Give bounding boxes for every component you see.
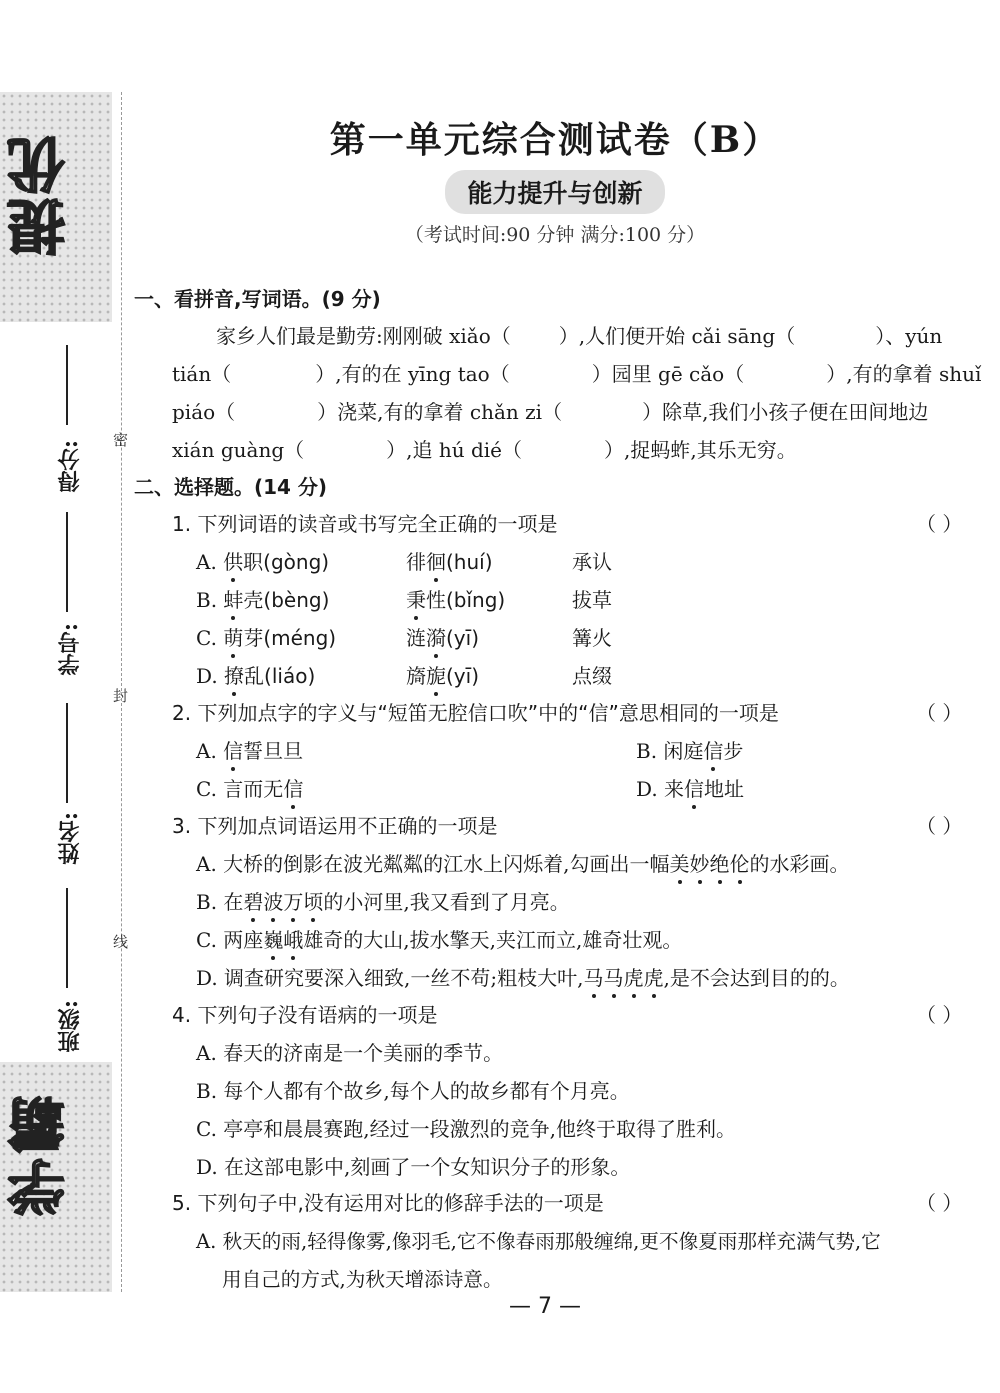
q2-option-b[interactable]: B. 闲庭信步 (636, 739, 744, 763)
brand-text-bottom: 学霸 (7, 1092, 75, 1216)
page-title: 第一单元综合测试卷（B） (329, 119, 781, 161)
seal-char-mi: 密 (111, 432, 129, 447)
exam-meta: （考试时间:90 分钟 满分:100 分） (404, 224, 706, 246)
brand-decoration-bottom (0, 1062, 112, 1292)
q2-stem: 2. 下列加点字的字义与“短笛无腔信口吹”中的“信”意思相同的一项是 (172, 701, 779, 725)
q4-answer-paren[interactable]: （ ） (916, 1003, 963, 1027)
name-field-label: 姓名: (57, 812, 83, 865)
q1-option-a-word-2: 徘徊(huí) (406, 550, 493, 574)
class-field-label: 班级: (57, 1000, 83, 1053)
student-id-field-label: 学号: (57, 623, 83, 676)
q1-option-d-word-3: 点缀 (572, 664, 612, 688)
pinyin-line-2: tián（ ）,有的在 yīng tao（ ）园里 gē cǎo（ ）,有的拿着 shuǐ (172, 362, 982, 386)
q4-option-d[interactable]: D. 在这部电影中,刻画了一个女知识分子的形象。 (196, 1155, 631, 1179)
q1-option-a[interactable]: A. 供职(gòng) (196, 550, 330, 574)
q4-stem: 4. 下列句子没有语病的一项是 (172, 1003, 438, 1027)
seal-char-xian: 线 (111, 934, 129, 949)
q1-option-c-word-3: 篝火 (572, 626, 612, 650)
q1-option-d-word-2: 旖旎(yī) (406, 664, 479, 688)
q1-option-b[interactable]: B. 蚌壳(bèng) (196, 588, 330, 612)
q3-answer-paren[interactable]: （ ） (916, 814, 963, 838)
q2-option-d[interactable]: D. 来信地址 (636, 777, 745, 801)
q1-option-a-word-3: 承认 (572, 550, 612, 574)
q2-option-c[interactable]: C. 言而无信 (196, 777, 304, 801)
q2-option-a[interactable]: A. 信誓旦旦 (196, 739, 304, 763)
q2-answer-paren[interactable]: （ ） (916, 701, 963, 725)
q5-stem: 5. 下列句子中,没有运用对比的修辞手法的一项是 (172, 1191, 604, 1215)
q4-option-a[interactable]: A. 春天的济南是一个美丽的季节。 (196, 1041, 504, 1065)
page-number: — 7 — (509, 1294, 581, 1319)
q1-option-c-word-2: 涟漪(yī) (406, 626, 479, 650)
q1-answer-paren[interactable]: （ ） (916, 512, 963, 536)
q4-option-c[interactable]: C. 亭亭和晨晨赛跑,经过一段激烈的竞争,他终于取得了胜利。 (196, 1117, 737, 1141)
section-1-heading: 一、看拼音,写词语。(9 分) (134, 287, 381, 311)
q1-stem: 1. 下列词语的读音或书写完全正确的一项是 (172, 512, 558, 536)
score-field-label: 得分: (57, 440, 83, 493)
name-field-line[interactable] (66, 703, 68, 803)
class-field-line[interactable] (66, 888, 68, 988)
brand-text-top: 提优 (7, 132, 75, 256)
pinyin-line-1: 家乡人们最是勤劳:刚刚破 xiǎo（ ）,人们便开始 cǎi sāng（ ）、yún (216, 324, 943, 348)
score-field-line[interactable] (66, 345, 68, 425)
q3-stem: 3. 下列加点词语运用不正确的一项是 (172, 814, 498, 838)
q5-answer-paren[interactable]: （ ） (916, 1191, 963, 1215)
student-id-field-line[interactable] (66, 512, 68, 612)
seal-char-feng: 封 (111, 688, 129, 703)
q5-option-a-continued: 用自己的方式,为秋天增添诗意。 (222, 1268, 503, 1291)
q5-option-a[interactable]: A. 秋天的雨,轻得像雾,像羽毛,它不像春雨那般缠绵,更不像夏雨那样充满气势,它 (196, 1230, 881, 1253)
q1-option-b-word-3: 拔草 (572, 588, 612, 612)
section-2-heading: 二、选择题。(14 分) (134, 475, 328, 499)
q3-option-c[interactable]: C. 两座巍峨雄奇的大山,拔水擎天,夹江而立,雄奇壮观。 (196, 928, 683, 952)
q3-option-d[interactable]: D. 调查研究要深入细致,一丝不苟;粗枝大叶,马马虎虎,是不会达到目的的。 (196, 966, 850, 990)
q1-option-b-word-2: 秉性(bǐng) (406, 588, 506, 612)
q1-option-c[interactable]: C. 萌芽(méng) (196, 626, 337, 650)
q3-option-a[interactable]: A. 大桥的倒影在波光粼粼的江水上闪烁着,勾画出一幅美妙绝伦的水彩画。 (196, 852, 850, 876)
pinyin-line-4: xián guàng（ ）,追 hú dié（ ）,捉蚂蚱,其乐无穷。 (172, 438, 797, 462)
q3-option-b[interactable]: B. 在碧波万顷的小河里,我又看到了月亮。 (196, 890, 570, 914)
q1-option-d[interactable]: D. 撩乱(liáo) (196, 664, 316, 688)
pinyin-line-3: piáo（ ）浇菜,有的拿着 chǎn zi（ ）除草,我们小孩子便在田间地边 (172, 400, 929, 424)
q4-option-b[interactable]: B. 每个人都有个故乡,每个人的故乡都有个月亮。 (196, 1079, 630, 1103)
page-subtitle: 能力提升与创新 (445, 170, 664, 214)
